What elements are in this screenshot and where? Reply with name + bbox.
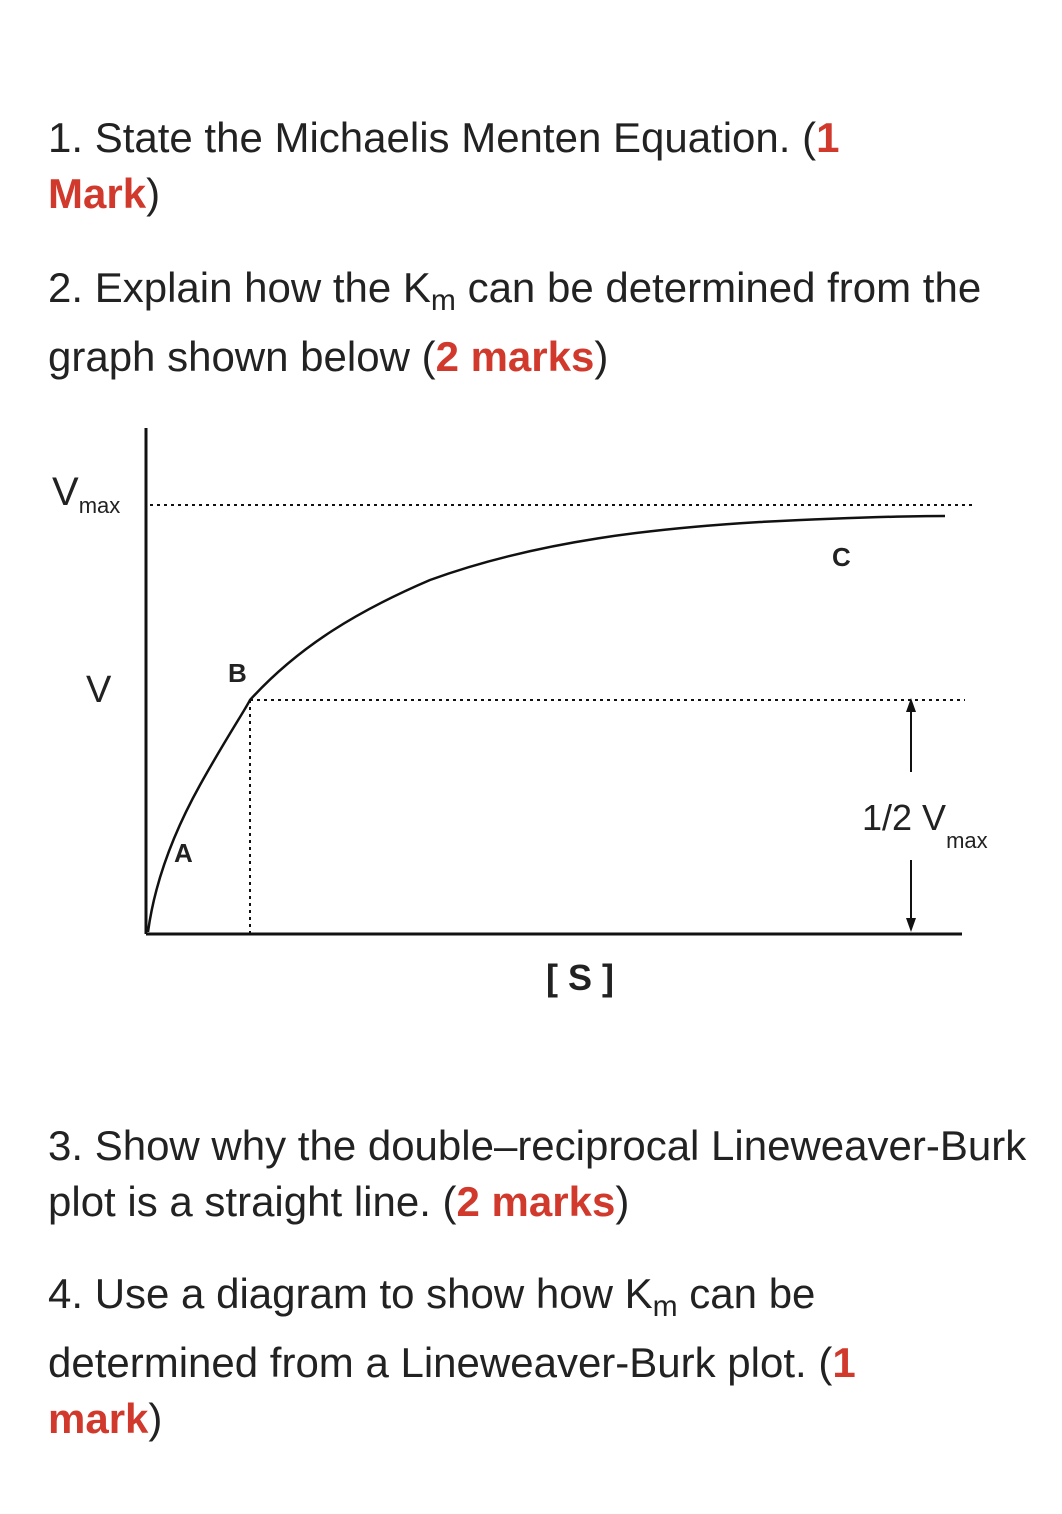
question-2 xyxy=(48,260,1038,385)
michaelis-menten-graph xyxy=(0,410,1062,1010)
point-a-label: A xyxy=(174,838,193,868)
half-vmax-arrow-down-head xyxy=(906,918,916,932)
vmax-label-sub: max xyxy=(78,493,121,518)
question-2-close: ) xyxy=(594,333,609,380)
saturation-curve xyxy=(148,516,945,932)
half-vmax-label-main: 1/2 V xyxy=(862,797,947,838)
half-vmax-arrow-up-head xyxy=(906,698,916,712)
question-4 xyxy=(48,1266,948,1447)
question-4-marks: 1 mark xyxy=(48,1339,856,1442)
question-3-text: 3. Show why the double–reciprocal Lineweaver-Burk plot is a straight line. ( xyxy=(48,1122,1027,1225)
question-2-text-a: 2. Explain how the K xyxy=(48,264,431,311)
vmax-label-main: V xyxy=(52,470,79,514)
question-1-text: 1. State the Michaelis Menten Equation. ( xyxy=(48,114,817,161)
question-4-km-subscript: m xyxy=(652,1290,678,1323)
question-4-text-b: can be determined from a Lineweaver-Burk plot. ( xyxy=(48,1270,833,1386)
question-3-marks: 2 marks xyxy=(456,1178,616,1225)
question-2-km-subscript: m xyxy=(430,284,456,317)
half-vmax-label xyxy=(862,797,988,853)
question-3-close: ) xyxy=(615,1178,630,1225)
point-b-label: B xyxy=(228,658,247,688)
v-label: V xyxy=(86,669,112,711)
question-2-text-b: can be determined from the graph shown below ( xyxy=(48,264,982,380)
question-1 xyxy=(48,110,948,222)
question-1-close: ) xyxy=(146,170,161,217)
question-4-text-a: 4. Use a diagram to show how K xyxy=(48,1270,653,1317)
point-c-label: C xyxy=(832,542,851,572)
question-1-marks: 1 Mark xyxy=(48,114,840,217)
question-2-marks: 2 marks xyxy=(435,333,595,380)
half-vmax-label-sub: max xyxy=(946,828,988,853)
x-axis-label: [ S ] xyxy=(546,957,614,998)
question-3 xyxy=(48,1118,1058,1230)
vmax-label xyxy=(52,470,120,518)
question-4-close: ) xyxy=(148,1395,163,1442)
